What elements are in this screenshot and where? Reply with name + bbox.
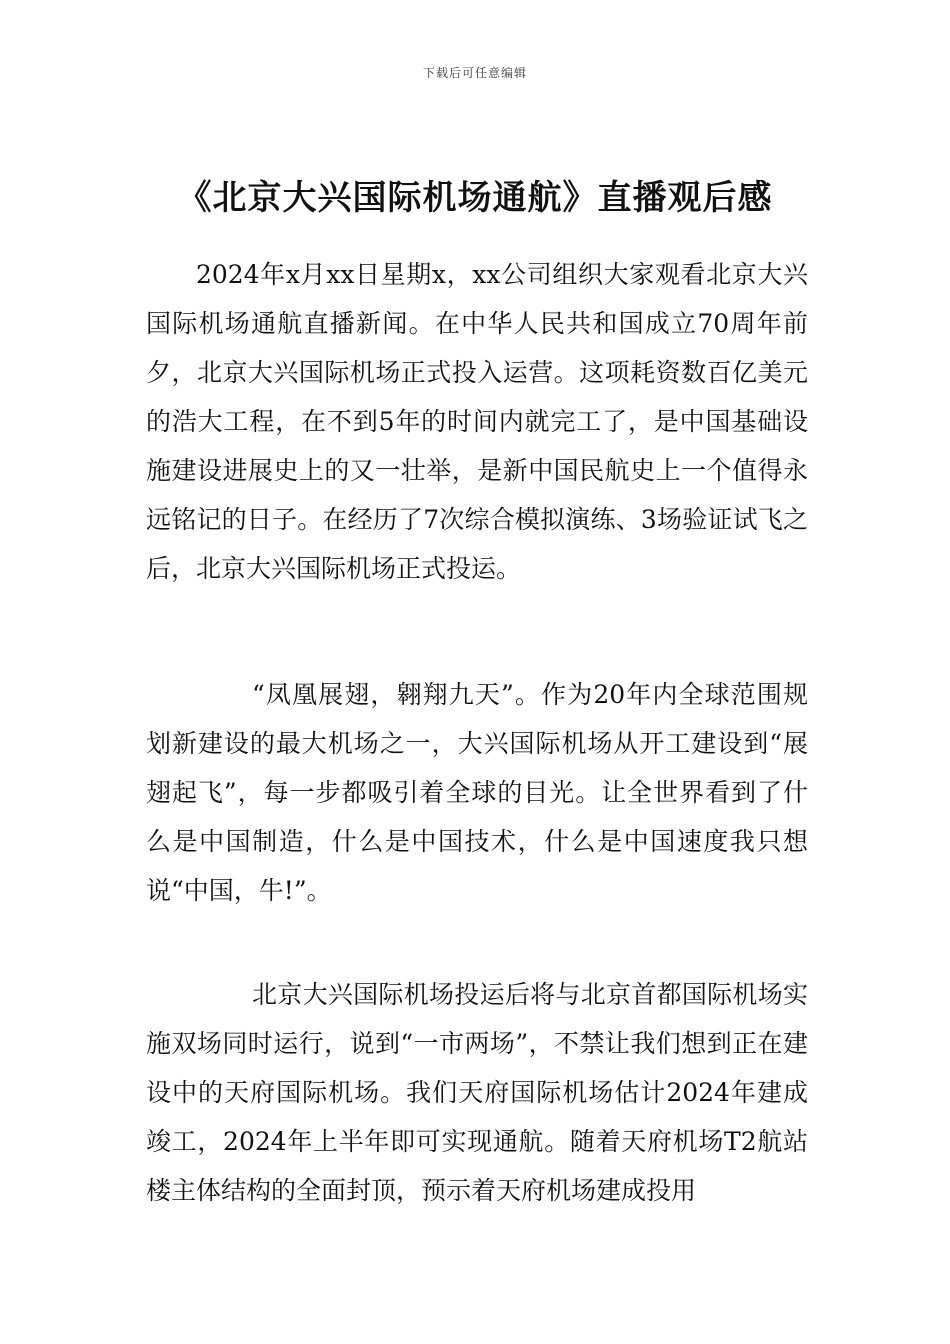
header-note: 下载后可任意编辑 [422,66,527,80]
paragraph-2: “凤凰展翅，翱翔九天”。作为20年内全球范围规划新建设的最大机场之一，大兴国际机场从开工建设到“展翅起飞”，每一步都吸引着全球的目光。让全世界看到了什么是中国制造，什么是中国技术，什么是中国速度我只想说“中国，牛!”。 [146,680,808,905]
paragraph-3: 北京大兴国际机场投运后将与北京首都国际机场实施双场同时运行，说到“一市两场”，不禁让我们想到正在建设中的天府国际机场。我们天府国际机场估计2024年建成竣工，2024年上半年即可实现通航。随着天府机场T2航站楼主体结构的全面封顶，预示着天府机场建成投用 [146,980,808,1205]
paragraph-1: 2024年x月xx日星期x，xx公司组织大家观看北京大兴国际机场通航直播新闻。在中华人民共和国成立70周年前夕，北京大兴国际机场正式投入运营。这项耗资数百亿美元的浩大工程，在不到5年的时间内就完工了，是中国基础设施建设进展史上的又一壮举，是新中国民航史上一个值得永远铭记的日子。在经历了7次综合模拟演练、3场验证试飞之后，北京大兴国际机场正式投运。 [146,260,808,583]
page-title: 《北京大兴国际机场通航》直播观后感 [177,178,773,218]
